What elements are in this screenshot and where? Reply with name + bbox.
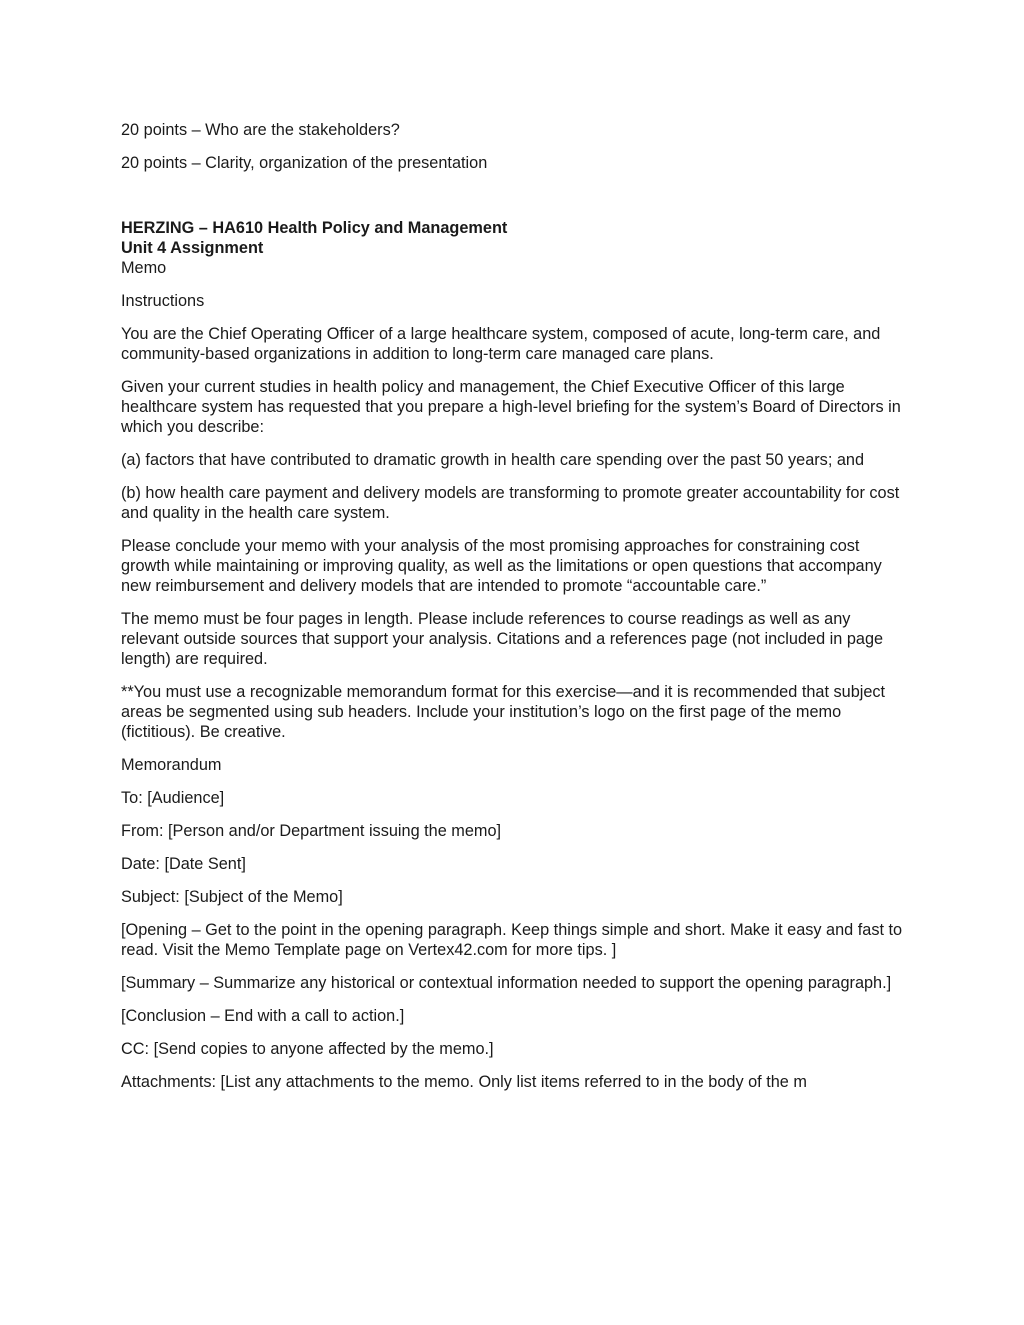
- memo-template-title: Memorandum: [121, 756, 222, 774]
- instructions-paragraph: Please conclude your memo with your analysis of the most promising approaches for constraining cost growth while maintaining or improving quality, as well as the limitations or open questions that accompany new reimbursement and delivery models that are intended to promote “accountable care.”: [121, 537, 882, 595]
- memo-date-line: Date: [Date Sent]: [121, 855, 246, 873]
- memo-to-line: To: [Audience]: [121, 789, 225, 807]
- memo-summary-paragraph: [Summary – Summarize any historical or contextual information needed to support the opening paragraph.]: [121, 974, 892, 992]
- instructions-paragraph: (a) factors that have contributed to dramatic growth in health care spending over the past 50 years; and: [121, 451, 865, 469]
- rubric-item: 20 points – Clarity, organization of the presentation: [121, 154, 488, 172]
- document-subtitle: Unit 4 Assignment: [121, 239, 264, 257]
- memo-attachments-line: Attachments: [List any attachments to the memo. Only list items referred to in the body of the m: [121, 1073, 807, 1091]
- instructions-label: Instructions: [121, 292, 205, 310]
- instructions-paragraph: The memo must be four pages in length. Please include references to course readings as well as any relevant outside sources that support your analysis. Citations and a references page (not included in page length) are required.: [121, 610, 884, 668]
- memo-conclusion-paragraph: [Conclusion – End with a call to action.]: [121, 1007, 405, 1025]
- instructions-paragraph: Given your current studies in health policy and management, the Chief Executive Officer of this large healthcare system has requested that you prepare a high-level briefing for the system’s Board of Directors in which you describe:: [121, 378, 901, 436]
- section-spacer: [121, 186, 911, 218]
- memo-from-line: From: [Person and/or Department issuing the memo]: [121, 822, 502, 840]
- memo-cc-line: CC: [Send copies to anyone affected by the memo.]: [121, 1040, 494, 1058]
- document-body: [121, 120, 911, 1105]
- document-title: HERZING – HA610 Health Policy and Management: [121, 219, 508, 237]
- instructions-paragraph: **You must use a recognizable memorandum format for this exercise—and it is recommended that subject areas be segmented using sub headers. Include your institution’s logo on the first page of the memo (fictitious). Be creative.: [121, 683, 886, 741]
- memo-opening-paragraph: [Opening – Get to the point in the opening paragraph. Keep things simple and short. Make it easy and fast to read. Visit the Memo Template page on Vertex42.com for more tips. ]: [121, 921, 903, 959]
- document-kind: Memo: [121, 259, 167, 277]
- instructions-paragraph: You are the Chief Operating Officer of a large healthcare system, composed of acute, long-term care, and community-based organizations in addition to long-term care managed care plans.: [121, 325, 881, 363]
- instructions-paragraph: (b) how health care payment and delivery models are transforming to promote greater accountability for cost and quality in the health care system.: [121, 484, 900, 522]
- memo-subject-line: Subject: [Subject of the Memo]: [121, 888, 343, 906]
- rubric-item: 20 points – Who are the stakeholders?: [121, 121, 400, 139]
